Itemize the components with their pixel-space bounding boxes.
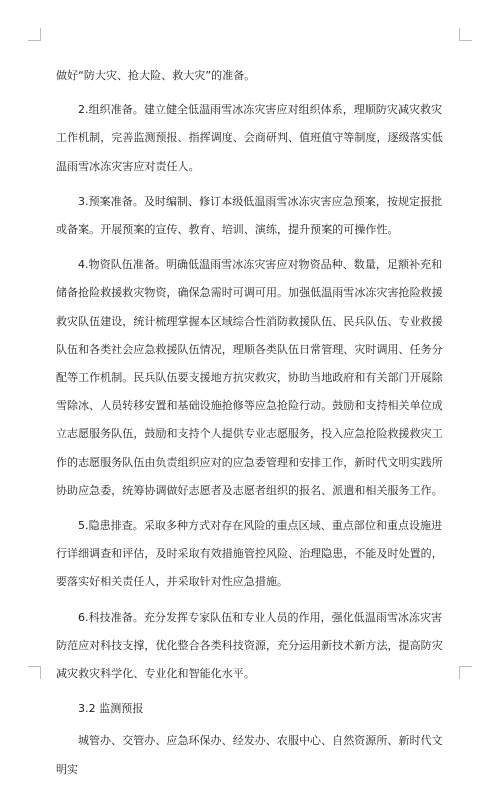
document-body [56, 62, 446, 791]
paragraph-plan-prep: 3.预案准备。及时编制、修订本级低温雨雪冰冻灾害应急预案，按规定报批或备案。开展预案的宣传、教育、培训、演练，提升预案的可操作性。 [56, 194, 443, 237]
section-heading-monitoring: 3.2 监测预报 [78, 702, 144, 716]
crop-mark-top-right [459, 28, 472, 41]
crop-mark-bottom-left [28, 666, 41, 679]
paragraph-organization-prep: 2.组织准备。建立健全低温雨雪冰冻灾害应对组织体系，理顺防灾减灾救灾工作机制，完善监测预报、指挥调度、会商研判、值班值守等制度，逐级落实低温雨雪冰冻灾害应对责任人。 [56, 103, 443, 173]
paragraph-monitoring-start: 城管办、交管办、应急环保办、经发办、农服中心、自然资源所、新时代文明实 [56, 734, 443, 776]
crop-mark-bottom-right [459, 666, 472, 679]
crop-mark-top-left [28, 28, 41, 41]
paragraph-continuation: 做好“防大灾、抢大险、救大灾”的准备。 [56, 69, 256, 82]
paragraph-hazard-check: 5.隐患排查。采取多种方式对存在风险的重点区域、重点部位和重点设施进行详细调查和评估，及时采取有效措施管控风险、治理隐患，不能及时处置的，要落实好相关责任人，并采取针对性应急措施。 [56, 519, 443, 589]
paragraph-tech-prep: 6.科技准备。充分发挥专家队伍和专业人员的作用，强化低温雨雪冰冻灾害防范应对科技支撑，优化整合各类科技资源，充分运用新技术新方法，提高防灾减灾救灾科学化、专业化和智能化水平。 [56, 610, 443, 681]
paragraph-materials-team-prep: 4.物资队伍准备。明确低温雨雪冰冻灾害应对物资品种、数量，足额补充和储备抢险救援救灾物资，确保急需时可调可用。加强低温雨雪冰冻灾害抢险救援救灾队伍建设，统计梳理掌握本区域综合性消防救援队伍、民兵队伍、专业救援队伍和各类社会应急救援队伍情况，理顺各类队伍日常管理、灾时调用、任务分配等工作机制。民兵队伍要支援地方抗灾救灾，协助当地政府和有关部门开展除雪除冰、人员转移安置和基础设施抢修等应急抢险行动。鼓励和支持相关单位成立志愿服务队伍，鼓励和支持个人提供专业志愿服务，投入应急抢险救援救灾工作的志愿服务队伍由负责组织应对的应急委管理和安排工作，新时代文明实践所协助应急委，统筹协调做好志愿者及志愿者组织的报名、派遣和相关服务工作。 [56, 258, 443, 497]
